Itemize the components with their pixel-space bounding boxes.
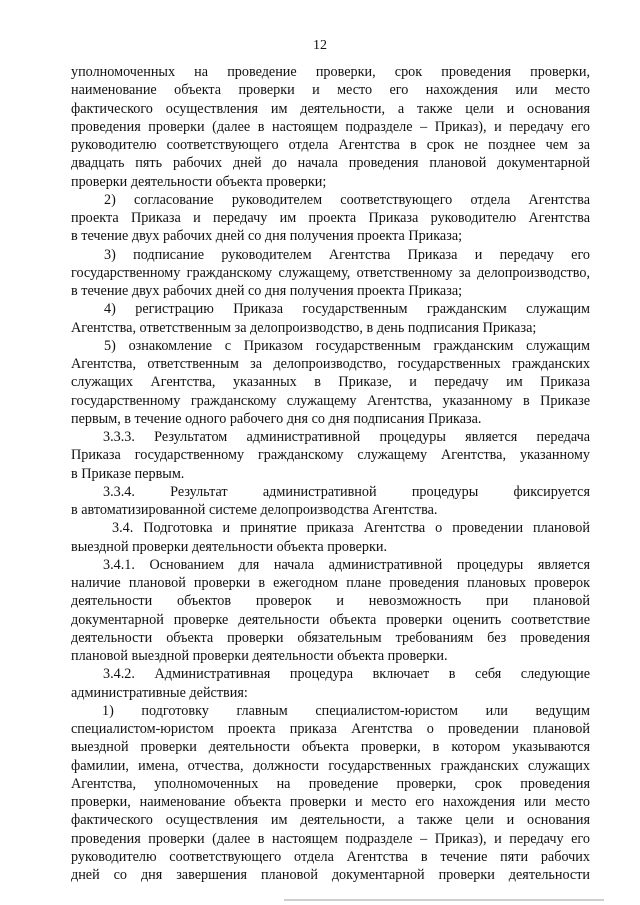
- text-line: 3.4. Подготовка и принятие приказа Агентства о проведении плановой: [112, 520, 590, 537]
- text-line: проверки деятельности объекта проверки;: [71, 173, 327, 190]
- text-line: фактического осуществления им деятельности, а также цели и основания: [71, 812, 590, 829]
- text-line: служащих Агентства, указанных в Приказе, и передачу им Приказа: [71, 374, 590, 391]
- text-line: 3) подписание руководителем Агентства Приказа и передачу его: [104, 246, 590, 263]
- text-line: дней со дня завершения плановой документарной проверки деятельности: [71, 867, 590, 883]
- text-line: проверки, наименование объекта проверки и место его нахождения или место: [71, 794, 590, 810]
- text-line: проекта Приказа и передачу им проекта Приказа руководителю Агентства: [71, 210, 590, 226]
- text-line: 3.4.2. Административная процедура включает в себя следующие: [103, 666, 590, 683]
- document-body: [71, 63, 590, 884]
- text-line: проведения проверки (далее в настоящем подразделе – Приказ), и передачу его: [71, 118, 590, 135]
- text-line: наименование объекта проверки и место его нахождения или место: [71, 82, 590, 99]
- text-line: Агентства, уполномоченных на проведение проверки, срок проведения: [71, 775, 590, 792]
- text-line: Агентства, ответственным за делопроизводство, государственных гражданских: [71, 356, 590, 372]
- text-line: выездной проверки деятельности объекта проверки, в котором указываются: [71, 739, 590, 756]
- text-line: административные действия:: [71, 684, 248, 701]
- text-line: 3.4.1. Основанием для начала административной процедуры является: [103, 556, 590, 573]
- scan-edge-line: [284, 899, 604, 901]
- text-line: плановой выездной проверки деятельности объекта проверки.: [71, 648, 448, 664]
- text-line: 4) регистрацию Приказа государственным гражданским служащим: [104, 301, 590, 318]
- text-line: деятельности объектов проверок и невозможность при плановой: [71, 593, 590, 610]
- text-line: проведения проверки (далее в настоящем подразделе – Приказ), и передачу его: [71, 830, 590, 847]
- text-line: наличие плановой проверки в ежегодном плане проведения плановых проверок: [71, 575, 590, 591]
- text-line: двадцать пять рабочих дней до начала проведения плановой документарной: [71, 155, 590, 172]
- text-line: специалистом-юристом проекта приказа Агентства о проведении плановой: [71, 721, 590, 737]
- text-line: в автоматизированной системе делопроизводства Агентства.: [71, 502, 438, 518]
- text-line: документарной проверке деятельности объекта проверки оценить соответствие: [71, 611, 590, 628]
- text-line: в течение двух рабочих дней со дня получения проекта Приказа;: [71, 228, 463, 245]
- text-line: выездной проверки деятельности объекта проверки.: [71, 538, 388, 555]
- text-line: 2) согласование руководителем соответствующего отдела Агентства: [104, 191, 590, 208]
- page-number: 12: [313, 38, 327, 53]
- text-line: в течение двух рабочих дней со дня получения проекта Приказа;: [71, 283, 463, 299]
- text-line: 5) ознакомление с Приказом государственным гражданским служащим: [104, 337, 590, 354]
- text-line: в Приказе первым.: [71, 465, 185, 482]
- text-line: уполномоченных на проведение проверки, срок проведения проверки,: [71, 64, 590, 80]
- text-line: фактического осуществления им деятельности, а также цели и основания: [71, 100, 590, 117]
- text-line: 3.3.3. Результатом административной процедуры является передача: [103, 429, 590, 445]
- text-line: Приказа государственному гражданскому служащему Агентства, указанному: [71, 447, 590, 464]
- text-line: 1) подготовку главным специалистом-юристом или ведущим: [102, 702, 590, 719]
- text-line: руководителю соответствующего отдела Агентства в срок не позднее чем за: [71, 137, 590, 153]
- text-line: 3.3.4. Результат административной процедуры фиксируется: [103, 483, 590, 500]
- text-line: Агентства, ответственным за делопроизводство, в день подписания Приказа;: [71, 319, 537, 336]
- text-line: деятельности объекта проверки обязательным требованиям без проведения: [71, 629, 590, 646]
- text-line: государственному гражданскому служащему, ответственному за делопроизводство,: [71, 264, 590, 281]
- text-line: фамилии, имена, отчества, должности государственных гражданских служащих: [71, 757, 590, 774]
- text-line: первым, в течение одного рабочего дня со дня подписания Приказа.: [71, 410, 482, 427]
- text-line: государственному гражданскому служащему Агентства, указанному в Приказе: [71, 392, 590, 409]
- text-line: руководителю соответствующего отдела Агентства в течение пяти рабочих: [71, 848, 590, 865]
